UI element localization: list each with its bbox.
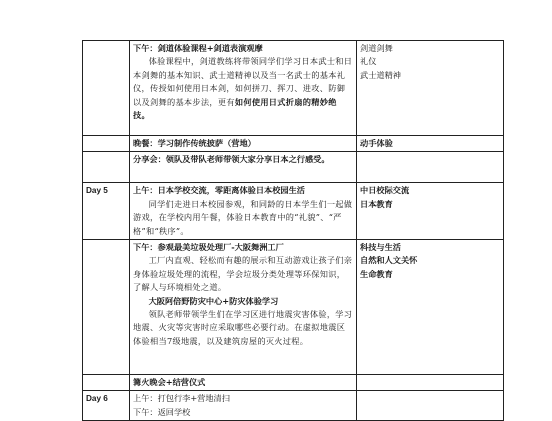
- activity-cell: [130, 391, 357, 421]
- activity-highlight: 如何使用日式折扇的精妙绝技。: [133, 96, 337, 121]
- table-row: [83, 152, 504, 183]
- tags-cell: [357, 152, 504, 183]
- table-row: [83, 240, 504, 375]
- activity-description: 工厂内直观、轻松而有趣的展示和互动游戏让孩子们亲身体验垃圾处理的流程，学会垃圾分类处理等环保知识，了解人与环境相处之道。: [133, 255, 353, 293]
- activity-heading: 晚餐：学习制作传统披萨（营地）: [133, 138, 256, 148]
- activity-cell: [130, 136, 357, 152]
- activity-description: 领队老师带领学生们在学习区进行地震灾害体验，学习地震、火灾等灾害时应采取哪些必要行动。在虚拟地震区体验相当7级地震，以及建筑房屋的灭火过程。: [133, 309, 353, 346]
- tags-cell: [357, 136, 504, 152]
- day-cell: [83, 152, 130, 183]
- day-cell: [83, 136, 130, 152]
- activity-description: 体验课程中，剑道教练将带领同学们学习日本武士和日本剑舞的基本知识、武士道精神以及当一名武士的基本礼仪，传授如何使用日本剑，如何拼刀、挥刀、进攻、防御以及剑舞的基本步法，更有如何使用日式折扇的精妙绝技。: [133, 56, 353, 121]
- table-row: [83, 183, 504, 240]
- day-cell: [83, 41, 130, 136]
- activity-heading: 下午：参观最美垃圾处理厂-大阪舞洲工厂: [133, 242, 284, 253]
- activity-cell: [130, 375, 357, 391]
- table-row: [83, 375, 504, 391]
- tags-cell: [357, 41, 504, 136]
- table-row: [83, 41, 504, 136]
- tag-item: 自然和人文关怀: [360, 255, 418, 266]
- table-row: [83, 391, 504, 421]
- tag-item: 礼仪: [360, 56, 377, 67]
- itinerary-table: [82, 40, 504, 421]
- activity-heading: 分享会：领队及带队老师带领大家分享日本之行感受。: [133, 154, 330, 165]
- day-cell: [83, 240, 130, 375]
- activity-cell: [130, 152, 357, 183]
- tags-cell: [357, 183, 504, 240]
- tag-item: 科技与生活: [360, 242, 401, 253]
- activity-line: 上午：打包行李+营地清扫: [133, 393, 230, 404]
- table-row: [83, 136, 504, 152]
- tag-item: 日本教育: [360, 198, 393, 209]
- activity-line: 下午：返回学校: [133, 406, 191, 417]
- tags-cell: [357, 240, 504, 375]
- day-cell: Day 6: [83, 391, 130, 421]
- tag-item: 剑道剑舞: [360, 43, 393, 53]
- day-cell: Day 5: [83, 183, 130, 240]
- tag-item: 武士道精神: [360, 69, 401, 80]
- tag-item: 生命教育: [360, 268, 393, 279]
- activity-subheading: 大阪阿倍野防灾中心+防灾体验学习: [148, 295, 279, 306]
- activity-cell: [130, 183, 357, 240]
- activity-heading: 下午：剑道体验课程+剑道表演观摩: [133, 43, 263, 53]
- tags-cell: [357, 391, 504, 421]
- activity-cell: [130, 41, 357, 136]
- activity-heading: 篝火晚会+结营仪式: [133, 377, 206, 388]
- tag-item: 动手体验: [360, 138, 393, 148]
- tags-cell: [357, 375, 504, 391]
- activity-cell: [130, 240, 357, 375]
- day-cell: [83, 375, 130, 391]
- tag-item: 中日校际交流: [360, 185, 410, 196]
- activity-heading: 上午：日本学校交流，零距离体验日本校园生活: [133, 185, 305, 196]
- activity-description: 同学们走进日本校园参观，和同龄的日本学生们一起做游戏，在学校内用午餐，体验日本教育中的“礼貌”、“严格”和“秩序”。: [133, 198, 353, 236]
